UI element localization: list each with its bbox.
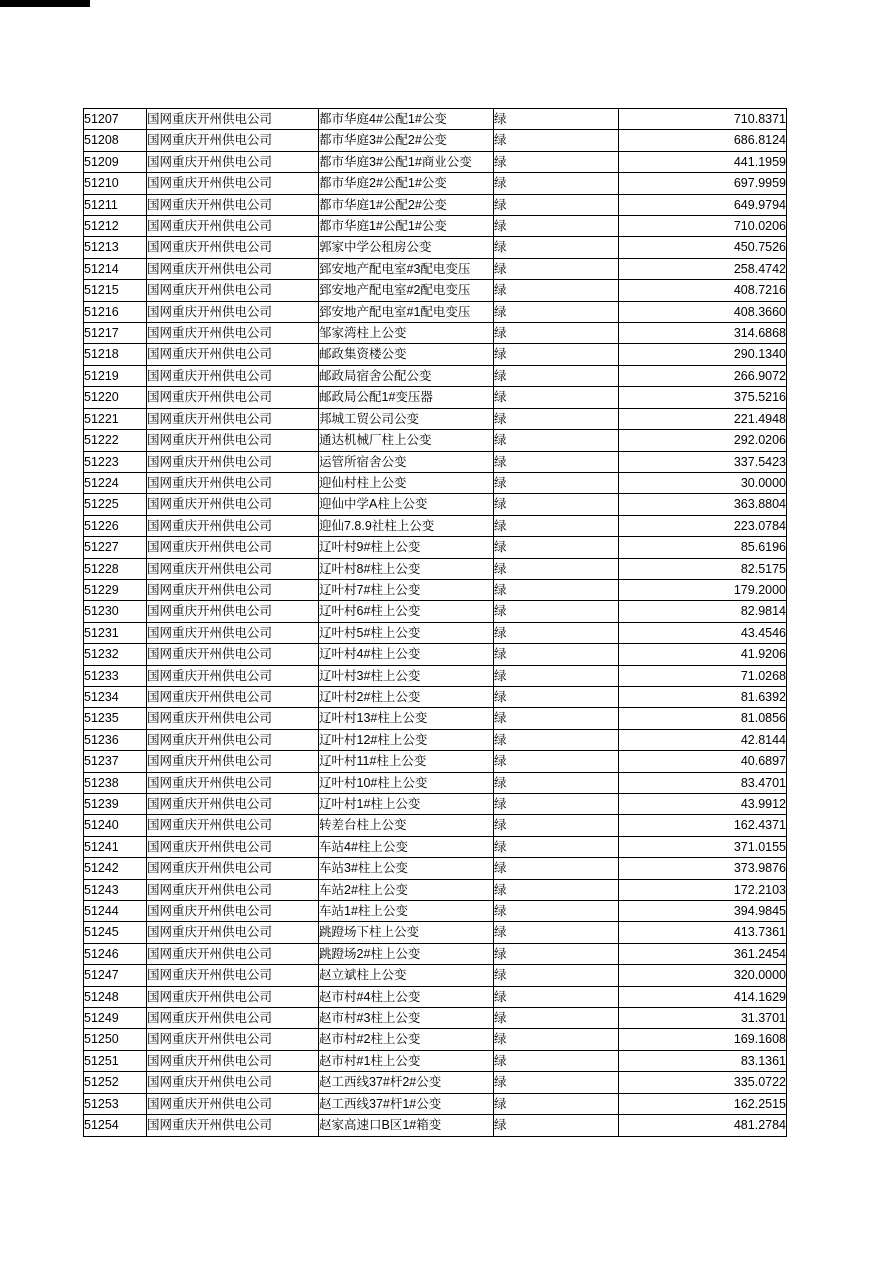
cell-transformer-name: 都市华庭3#公配2#公变 xyxy=(319,130,494,151)
cell-status: 绿 xyxy=(494,194,619,215)
cell-company-name: 国网重庆开州供电公司 xyxy=(147,558,319,579)
cell-transformer-name: 郭家中学公租房公变 xyxy=(319,237,494,258)
cell-status: 绿 xyxy=(494,986,619,1007)
cell-company-name: 国网重庆开州供电公司 xyxy=(147,708,319,729)
cell-status: 绿 xyxy=(494,1093,619,1114)
table-row xyxy=(84,943,787,964)
cell-company-name: 国网重庆开州供电公司 xyxy=(147,280,319,301)
cell-company-name: 国网重庆开州供电公司 xyxy=(147,751,319,772)
cell-transformer-name: 辽叶村9#柱上公变 xyxy=(319,537,494,558)
cell-transformer-name: 辽叶村4#柱上公变 xyxy=(319,644,494,665)
cell-row-id: 51240 xyxy=(84,815,147,836)
cell-value: 169.1608 xyxy=(619,1029,787,1050)
cell-company-name: 国网重庆开州供电公司 xyxy=(147,216,319,237)
cell-transformer-name: 迎仙中学A柱上公变 xyxy=(319,494,494,515)
cell-transformer-name: 邮政集资楼公变 xyxy=(319,344,494,365)
cell-company-name: 国网重庆开州供电公司 xyxy=(147,901,319,922)
cell-company-name: 国网重庆开州供电公司 xyxy=(147,1115,319,1136)
cell-status: 绿 xyxy=(494,1115,619,1136)
cell-company-name: 国网重庆开州供电公司 xyxy=(147,858,319,879)
cell-company-name: 国网重庆开州供电公司 xyxy=(147,451,319,472)
cell-transformer-name: 赵市村#1柱上公变 xyxy=(319,1050,494,1071)
table-row xyxy=(84,665,787,686)
cell-company-name: 国网重庆开州供电公司 xyxy=(147,323,319,344)
cell-status: 绿 xyxy=(494,879,619,900)
cell-value: 223.0784 xyxy=(619,515,787,536)
cell-transformer-name: 跳蹬场2#柱上公变 xyxy=(319,943,494,964)
cell-value: 414.1629 xyxy=(619,986,787,1007)
table-row xyxy=(84,901,787,922)
cell-status: 绿 xyxy=(494,815,619,836)
cell-status: 绿 xyxy=(494,794,619,815)
cell-value: 162.4371 xyxy=(619,815,787,836)
table-row xyxy=(84,365,787,386)
cell-value: 81.0856 xyxy=(619,708,787,729)
cell-row-id: 51243 xyxy=(84,879,147,900)
cell-value: 394.9845 xyxy=(619,901,787,922)
cell-row-id: 51220 xyxy=(84,387,147,408)
cell-status: 绿 xyxy=(494,579,619,600)
cell-transformer-name: 迎仙村柱上公变 xyxy=(319,472,494,493)
cell-value: 221.4948 xyxy=(619,408,787,429)
cell-company-name: 国网重庆开州供电公司 xyxy=(147,387,319,408)
cell-transformer-name: 辽叶村12#柱上公变 xyxy=(319,729,494,750)
cell-company-name: 国网重庆开州供电公司 xyxy=(147,794,319,815)
cell-value: 179.2000 xyxy=(619,579,787,600)
table-row xyxy=(84,472,787,493)
cell-company-name: 国网重庆开州供电公司 xyxy=(147,922,319,943)
table-row xyxy=(84,965,787,986)
cell-row-id: 51209 xyxy=(84,151,147,172)
cell-transformer-name: 转差台柱上公变 xyxy=(319,815,494,836)
cell-row-id: 51248 xyxy=(84,986,147,1007)
cell-status: 绿 xyxy=(494,494,619,515)
cell-company-name: 国网重庆开州供电公司 xyxy=(147,965,319,986)
cell-status: 绿 xyxy=(494,1072,619,1093)
cell-row-id: 51216 xyxy=(84,301,147,322)
cell-transformer-name: 都市华庭1#公配1#公变 xyxy=(319,216,494,237)
cell-row-id: 51218 xyxy=(84,344,147,365)
cell-status: 绿 xyxy=(494,173,619,194)
cell-row-id: 51214 xyxy=(84,258,147,279)
cell-status: 绿 xyxy=(494,1050,619,1071)
cell-value: 335.0722 xyxy=(619,1072,787,1093)
cell-transformer-name: 车站4#柱上公变 xyxy=(319,836,494,857)
cell-transformer-name: 通达机械厂柱上公变 xyxy=(319,430,494,451)
cell-transformer-name: 辽叶村1#柱上公变 xyxy=(319,794,494,815)
cell-transformer-name: 赵市村#2柱上公变 xyxy=(319,1029,494,1050)
table-row xyxy=(84,323,787,344)
cell-row-id: 51234 xyxy=(84,686,147,707)
cell-status: 绿 xyxy=(494,109,619,130)
cell-value: 71.0268 xyxy=(619,665,787,686)
cell-row-id: 51250 xyxy=(84,1029,147,1050)
cell-transformer-name: 都市华庭4#公配1#公变 xyxy=(319,109,494,130)
cell-transformer-name: 运管所宿舍公变 xyxy=(319,451,494,472)
table-row xyxy=(84,344,787,365)
transformer-data-table xyxy=(83,108,787,1137)
cell-value: 710.8371 xyxy=(619,109,787,130)
cell-transformer-name: 都市华庭3#公配1#商业公变 xyxy=(319,151,494,172)
cell-company-name: 国网重庆开州供电公司 xyxy=(147,686,319,707)
cell-status: 绿 xyxy=(494,901,619,922)
cell-transformer-name: 赵工西线37#杆2#公变 xyxy=(319,1072,494,1093)
cell-row-id: 51217 xyxy=(84,323,147,344)
cell-status: 绿 xyxy=(494,772,619,793)
cell-value: 363.8804 xyxy=(619,494,787,515)
cell-row-id: 51237 xyxy=(84,751,147,772)
table-row xyxy=(84,258,787,279)
table-row xyxy=(84,708,787,729)
cell-status: 绿 xyxy=(494,408,619,429)
cell-value: 361.2454 xyxy=(619,943,787,964)
table-row xyxy=(84,151,787,172)
cell-transformer-name: 赵市村#3柱上公变 xyxy=(319,1008,494,1029)
cell-transformer-name: 辽叶村7#柱上公变 xyxy=(319,579,494,600)
cell-status: 绿 xyxy=(494,965,619,986)
table-row xyxy=(84,815,787,836)
cell-status: 绿 xyxy=(494,515,619,536)
table-row xyxy=(84,1008,787,1029)
cell-company-name: 国网重庆开州供电公司 xyxy=(147,665,319,686)
cell-value: 83.1361 xyxy=(619,1050,787,1071)
table-row xyxy=(84,644,787,665)
cell-value: 408.7216 xyxy=(619,280,787,301)
table-row xyxy=(84,858,787,879)
cell-company-name: 国网重庆开州供电公司 xyxy=(147,515,319,536)
cell-value: 686.8124 xyxy=(619,130,787,151)
cell-company-name: 国网重庆开州供电公司 xyxy=(147,1093,319,1114)
cell-value: 450.7526 xyxy=(619,237,787,258)
cell-value: 266.9072 xyxy=(619,365,787,386)
table-row xyxy=(84,387,787,408)
cell-row-id: 51241 xyxy=(84,836,147,857)
table-row xyxy=(84,130,787,151)
cell-company-name: 国网重庆开州供电公司 xyxy=(147,836,319,857)
cell-status: 绿 xyxy=(494,922,619,943)
cell-value: 697.9959 xyxy=(619,173,787,194)
cell-row-id: 51229 xyxy=(84,579,147,600)
table-row xyxy=(84,1050,787,1071)
cell-transformer-name: 郅安地产配电室#3配电变压 xyxy=(319,258,494,279)
cell-row-id: 51215 xyxy=(84,280,147,301)
cell-transformer-name: 邹家湾柱上公变 xyxy=(319,323,494,344)
table-row xyxy=(84,558,787,579)
cell-transformer-name: 辽叶村13#柱上公变 xyxy=(319,708,494,729)
cell-transformer-name: 赵立斌柱上公变 xyxy=(319,965,494,986)
cell-value: 40.6897 xyxy=(619,751,787,772)
cell-status: 绿 xyxy=(494,537,619,558)
cell-status: 绿 xyxy=(494,836,619,857)
table-row xyxy=(84,408,787,429)
cell-row-id: 51242 xyxy=(84,858,147,879)
cell-value: 314.6868 xyxy=(619,323,787,344)
cell-row-id: 51225 xyxy=(84,494,147,515)
table-row xyxy=(84,986,787,1007)
cell-row-id: 51224 xyxy=(84,472,147,493)
cell-status: 绿 xyxy=(494,258,619,279)
cell-company-name: 国网重庆开州供电公司 xyxy=(147,1072,319,1093)
cell-status: 绿 xyxy=(494,344,619,365)
cell-row-id: 51246 xyxy=(84,943,147,964)
cell-company-name: 国网重庆开州供电公司 xyxy=(147,472,319,493)
cell-status: 绿 xyxy=(494,151,619,172)
table-row xyxy=(84,173,787,194)
cell-status: 绿 xyxy=(494,601,619,622)
cell-value: 371.0155 xyxy=(619,836,787,857)
cell-row-id: 51223 xyxy=(84,451,147,472)
cell-transformer-name: 辽叶村8#柱上公变 xyxy=(319,558,494,579)
cell-value: 481.2784 xyxy=(619,1115,787,1136)
cell-status: 绿 xyxy=(494,301,619,322)
cell-status: 绿 xyxy=(494,430,619,451)
cell-status: 绿 xyxy=(494,686,619,707)
cell-transformer-name: 辽叶村10#柱上公变 xyxy=(319,772,494,793)
cell-row-id: 51210 xyxy=(84,173,147,194)
table-row xyxy=(84,1029,787,1050)
table-row xyxy=(84,537,787,558)
cell-value: 81.6392 xyxy=(619,686,787,707)
cell-value: 82.5175 xyxy=(619,558,787,579)
table-row xyxy=(84,451,787,472)
cell-company-name: 国网重庆开州供电公司 xyxy=(147,1008,319,1029)
table-row xyxy=(84,515,787,536)
cell-row-id: 51244 xyxy=(84,901,147,922)
cell-company-name: 国网重庆开州供电公司 xyxy=(147,579,319,600)
cell-transformer-name: 郅安地产配电室#1配电变压 xyxy=(319,301,494,322)
cell-company-name: 国网重庆开州供电公司 xyxy=(147,430,319,451)
cell-transformer-name: 郅安地产配电室#2配电变压 xyxy=(319,280,494,301)
cell-value: 42.8144 xyxy=(619,729,787,750)
cell-row-id: 51254 xyxy=(84,1115,147,1136)
cell-row-id: 51226 xyxy=(84,515,147,536)
cell-value: 30.0000 xyxy=(619,472,787,493)
cell-row-id: 51245 xyxy=(84,922,147,943)
cell-status: 绿 xyxy=(494,451,619,472)
cell-row-id: 51233 xyxy=(84,665,147,686)
cell-status: 绿 xyxy=(494,1008,619,1029)
cell-status: 绿 xyxy=(494,130,619,151)
cell-company-name: 国网重庆开州供电公司 xyxy=(147,237,319,258)
cell-value: 290.1340 xyxy=(619,344,787,365)
document-page xyxy=(83,108,787,1137)
cell-row-id: 51251 xyxy=(84,1050,147,1071)
cell-company-name: 国网重庆开州供电公司 xyxy=(147,194,319,215)
cell-company-name: 国网重庆开州供电公司 xyxy=(147,258,319,279)
cell-company-name: 国网重庆开州供电公司 xyxy=(147,943,319,964)
cell-row-id: 51231 xyxy=(84,622,147,643)
table-row xyxy=(84,237,787,258)
cell-company-name: 国网重庆开州供电公司 xyxy=(147,494,319,515)
cell-company-name: 国网重庆开州供电公司 xyxy=(147,109,319,130)
cell-row-id: 51252 xyxy=(84,1072,147,1093)
cell-transformer-name: 跳蹬场下柱上公变 xyxy=(319,922,494,943)
cell-row-id: 51235 xyxy=(84,708,147,729)
table-row xyxy=(84,1093,787,1114)
table-row xyxy=(84,836,787,857)
table-body xyxy=(84,109,787,1137)
cell-transformer-name: 赵家高速口B区1#箱变 xyxy=(319,1115,494,1136)
table-row xyxy=(84,301,787,322)
top-left-screenshot-artifact xyxy=(0,0,90,7)
cell-company-name: 国网重庆开州供电公司 xyxy=(147,408,319,429)
cell-value: 82.9814 xyxy=(619,601,787,622)
cell-value: 41.9206 xyxy=(619,644,787,665)
cell-row-id: 51208 xyxy=(84,130,147,151)
cell-company-name: 国网重庆开州供电公司 xyxy=(147,173,319,194)
cell-value: 320.0000 xyxy=(619,965,787,986)
cell-status: 绿 xyxy=(494,644,619,665)
table-row xyxy=(84,1115,787,1136)
cell-value: 43.9912 xyxy=(619,794,787,815)
cell-transformer-name: 邮政局公配1#变压器 xyxy=(319,387,494,408)
cell-value: 258.4742 xyxy=(619,258,787,279)
cell-company-name: 国网重庆开州供电公司 xyxy=(147,729,319,750)
cell-value: 292.0206 xyxy=(619,430,787,451)
cell-transformer-name: 都市华庭1#公配2#公变 xyxy=(319,194,494,215)
cell-transformer-name: 辽叶村2#柱上公变 xyxy=(319,686,494,707)
cell-row-id: 51253 xyxy=(84,1093,147,1114)
table-row xyxy=(84,751,787,772)
cell-row-id: 51219 xyxy=(84,365,147,386)
cell-transformer-name: 都市华庭2#公配1#公变 xyxy=(319,173,494,194)
table-row xyxy=(84,494,787,515)
cell-value: 375.5216 xyxy=(619,387,787,408)
cell-transformer-name: 辽叶村5#柱上公变 xyxy=(319,622,494,643)
cell-row-id: 51249 xyxy=(84,1008,147,1029)
cell-status: 绿 xyxy=(494,472,619,493)
cell-company-name: 国网重庆开州供电公司 xyxy=(147,815,319,836)
cell-transformer-name: 辽叶村3#柱上公变 xyxy=(319,665,494,686)
cell-value: 441.1959 xyxy=(619,151,787,172)
cell-row-id: 51211 xyxy=(84,194,147,215)
cell-status: 绿 xyxy=(494,708,619,729)
table-row xyxy=(84,109,787,130)
cell-value: 710.0206 xyxy=(619,216,787,237)
cell-transformer-name: 车站2#柱上公变 xyxy=(319,879,494,900)
cell-row-id: 51227 xyxy=(84,537,147,558)
cell-row-id: 51221 xyxy=(84,408,147,429)
table-row xyxy=(84,922,787,943)
cell-status: 绿 xyxy=(494,365,619,386)
table-row xyxy=(84,794,787,815)
table-row xyxy=(84,601,787,622)
cell-transformer-name: 车站1#柱上公变 xyxy=(319,901,494,922)
cell-row-id: 51213 xyxy=(84,237,147,258)
cell-value: 85.6196 xyxy=(619,537,787,558)
cell-status: 绿 xyxy=(494,858,619,879)
cell-row-id: 51232 xyxy=(84,644,147,665)
cell-status: 绿 xyxy=(494,622,619,643)
cell-row-id: 51247 xyxy=(84,965,147,986)
cell-value: 337.5423 xyxy=(619,451,787,472)
cell-row-id: 51207 xyxy=(84,109,147,130)
cell-company-name: 国网重庆开州供电公司 xyxy=(147,601,319,622)
cell-value: 413.7361 xyxy=(619,922,787,943)
cell-status: 绿 xyxy=(494,323,619,344)
cell-company-name: 国网重庆开州供电公司 xyxy=(147,130,319,151)
cell-row-id: 51230 xyxy=(84,601,147,622)
cell-company-name: 国网重庆开州供电公司 xyxy=(147,986,319,1007)
cell-status: 绿 xyxy=(494,751,619,772)
cell-company-name: 国网重庆开州供电公司 xyxy=(147,344,319,365)
cell-transformer-name: 车站3#柱上公变 xyxy=(319,858,494,879)
cell-company-name: 国网重庆开州供电公司 xyxy=(147,1029,319,1050)
cell-transformer-name: 迎仙7.8.9社柱上公变 xyxy=(319,515,494,536)
cell-transformer-name: 赵市村#4柱上公变 xyxy=(319,986,494,1007)
cell-company-name: 国网重庆开州供电公司 xyxy=(147,644,319,665)
table-row xyxy=(84,1072,787,1093)
table-row xyxy=(84,216,787,237)
cell-value: 83.4701 xyxy=(619,772,787,793)
cell-status: 绿 xyxy=(494,387,619,408)
cell-company-name: 国网重庆开州供电公司 xyxy=(147,879,319,900)
cell-status: 绿 xyxy=(494,237,619,258)
cell-company-name: 国网重庆开州供电公司 xyxy=(147,1050,319,1071)
cell-row-id: 51238 xyxy=(84,772,147,793)
table-row xyxy=(84,194,787,215)
cell-status: 绿 xyxy=(494,729,619,750)
table-row xyxy=(84,879,787,900)
cell-company-name: 国网重庆开州供电公司 xyxy=(147,622,319,643)
cell-transformer-name: 邦城工贸公司公变 xyxy=(319,408,494,429)
table-row xyxy=(84,579,787,600)
cell-status: 绿 xyxy=(494,216,619,237)
cell-company-name: 国网重庆开州供电公司 xyxy=(147,301,319,322)
cell-status: 绿 xyxy=(494,943,619,964)
cell-transformer-name: 辽叶村6#柱上公变 xyxy=(319,601,494,622)
cell-row-id: 51212 xyxy=(84,216,147,237)
cell-value: 43.4546 xyxy=(619,622,787,643)
table-row xyxy=(84,430,787,451)
cell-status: 绿 xyxy=(494,280,619,301)
cell-transformer-name: 辽叶村11#柱上公变 xyxy=(319,751,494,772)
cell-value: 172.2103 xyxy=(619,879,787,900)
cell-company-name: 国网重庆开州供电公司 xyxy=(147,151,319,172)
cell-status: 绿 xyxy=(494,558,619,579)
table-row xyxy=(84,686,787,707)
cell-value: 162.2515 xyxy=(619,1093,787,1114)
cell-row-id: 51239 xyxy=(84,794,147,815)
cell-value: 649.9794 xyxy=(619,194,787,215)
cell-row-id: 51236 xyxy=(84,729,147,750)
cell-company-name: 国网重庆开州供电公司 xyxy=(147,772,319,793)
cell-value: 31.3701 xyxy=(619,1008,787,1029)
cell-transformer-name: 赵工西线37#杆1#公变 xyxy=(319,1093,494,1114)
cell-transformer-name: 邮政局宿舍公配公变 xyxy=(319,365,494,386)
table-row xyxy=(84,729,787,750)
cell-row-id: 51222 xyxy=(84,430,147,451)
cell-company-name: 国网重庆开州供电公司 xyxy=(147,537,319,558)
cell-status: 绿 xyxy=(494,665,619,686)
table-row xyxy=(84,622,787,643)
table-row xyxy=(84,772,787,793)
cell-company-name: 国网重庆开州供电公司 xyxy=(147,365,319,386)
cell-value: 408.3660 xyxy=(619,301,787,322)
cell-value: 373.9876 xyxy=(619,858,787,879)
cell-row-id: 51228 xyxy=(84,558,147,579)
cell-status: 绿 xyxy=(494,1029,619,1050)
table-row xyxy=(84,280,787,301)
